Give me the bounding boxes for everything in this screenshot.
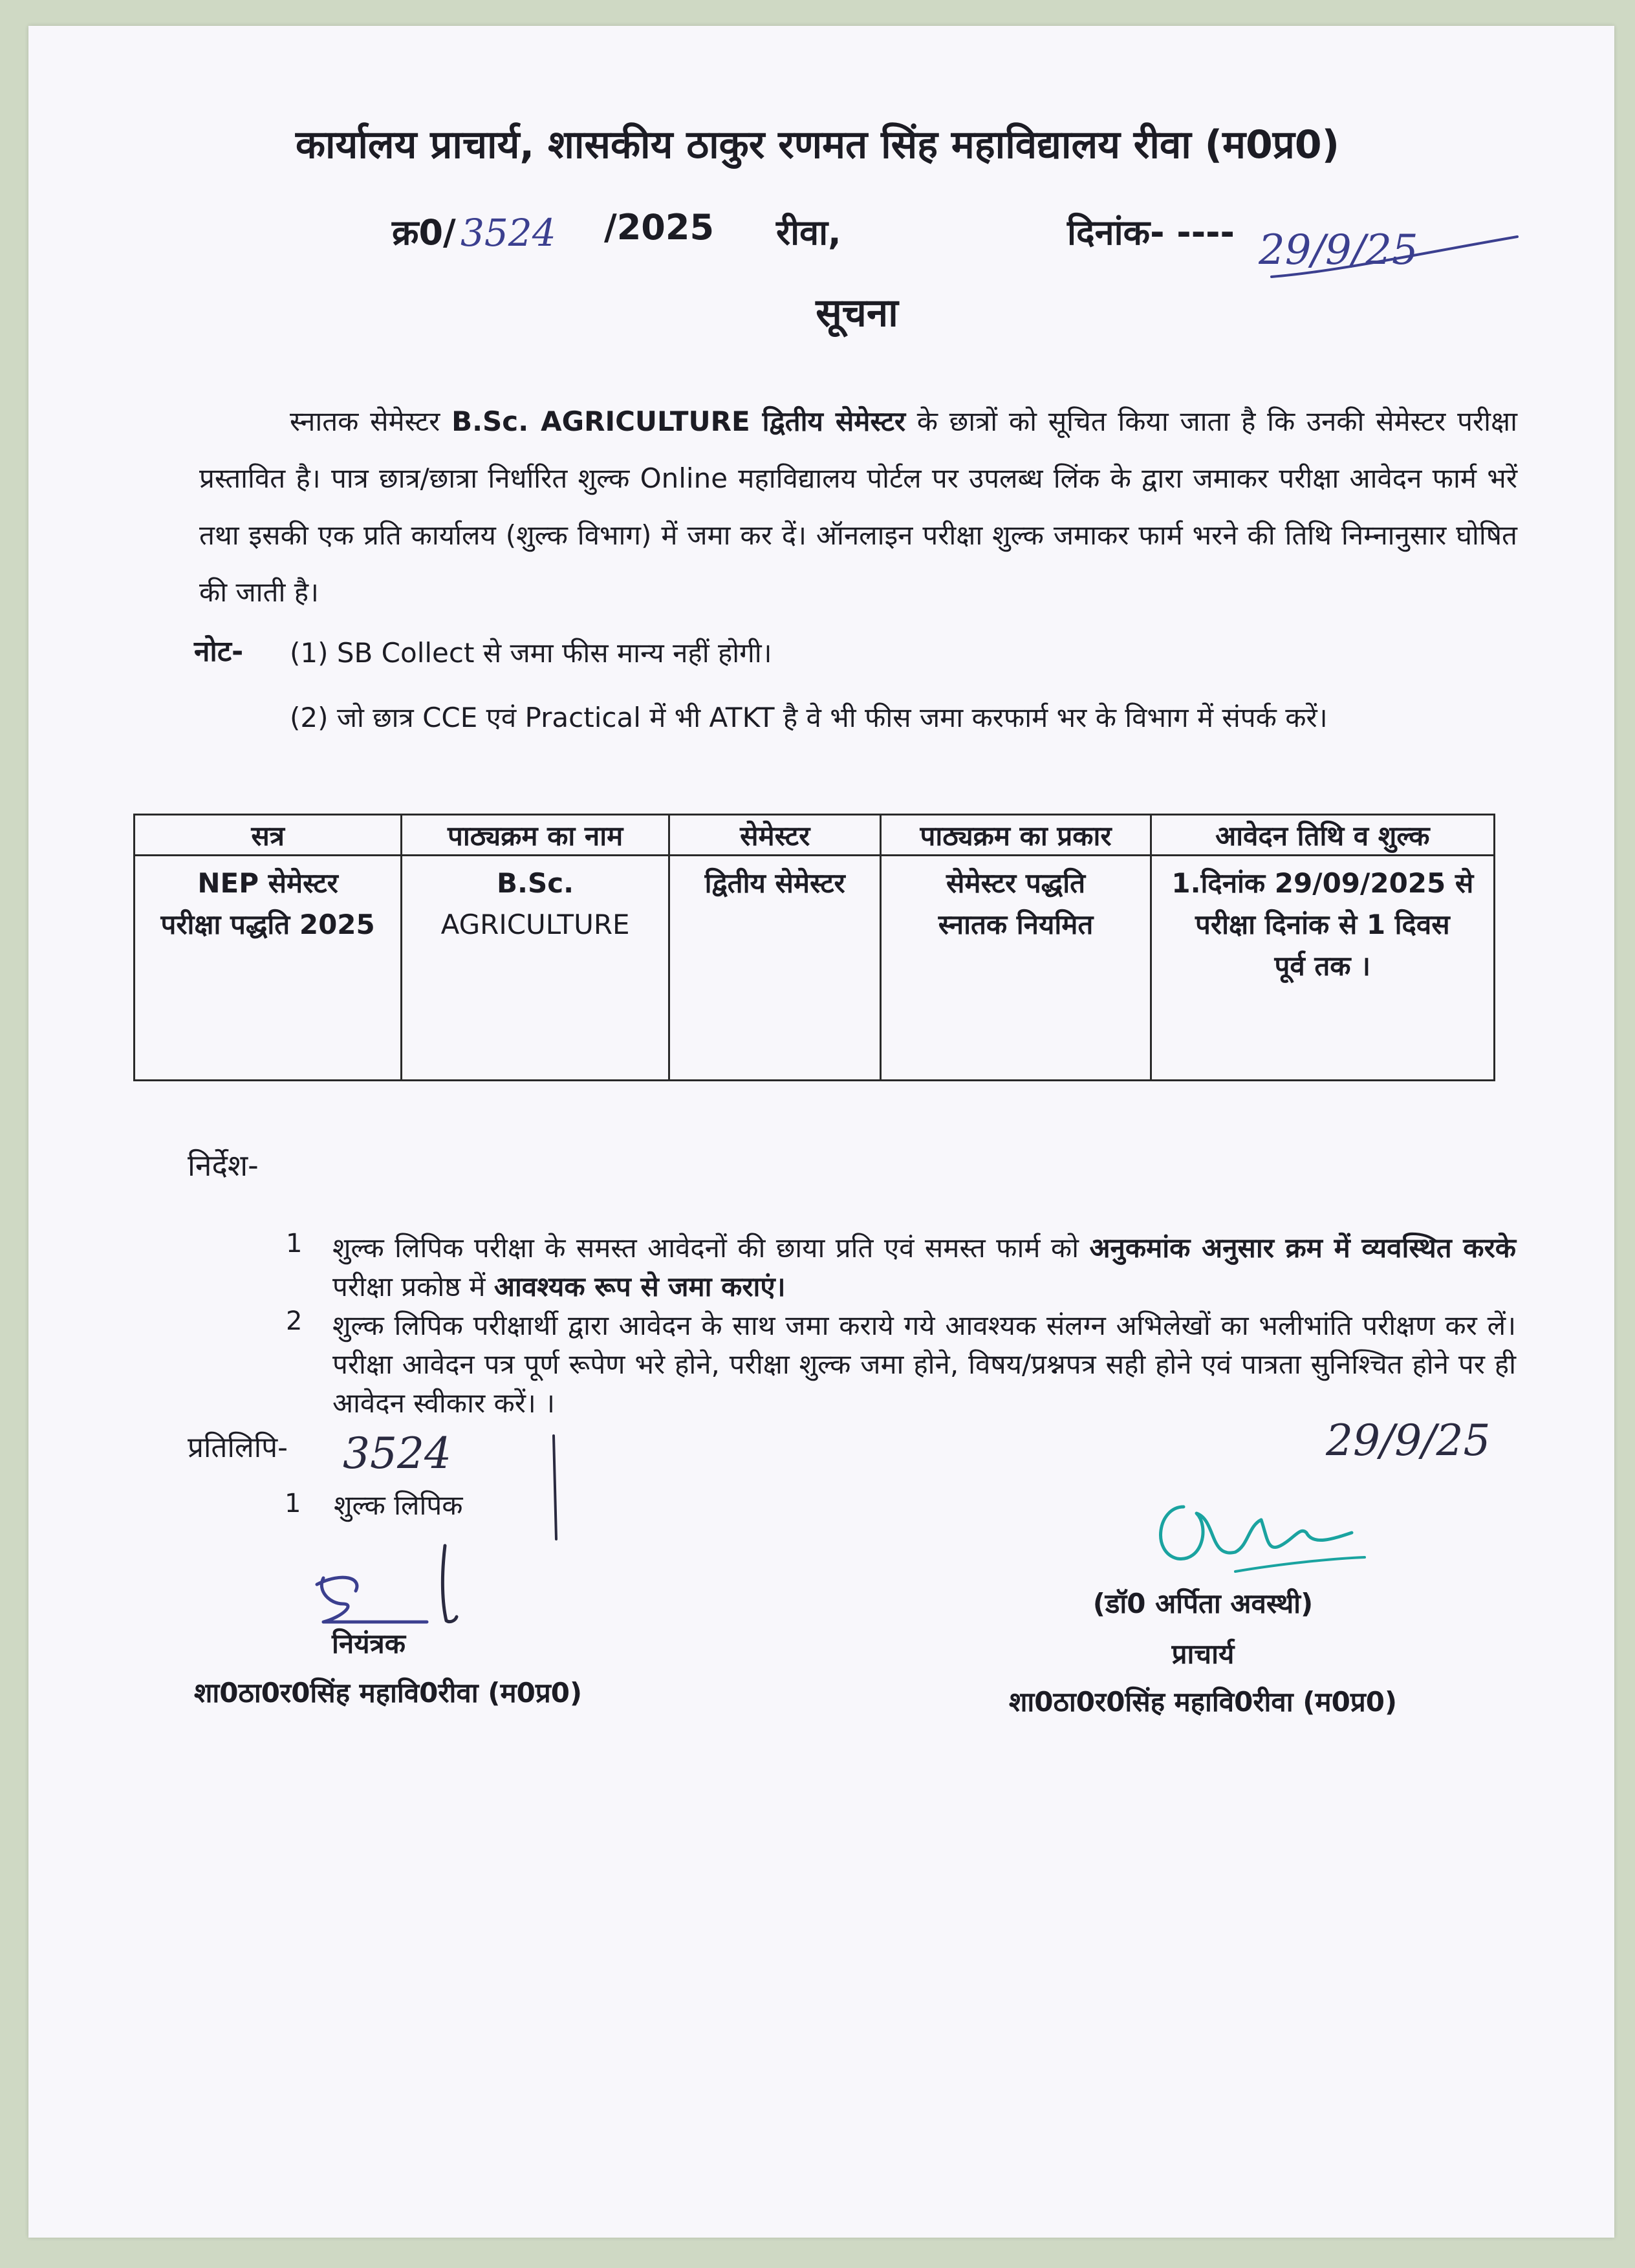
header-semester: सेमेस्टर [669, 815, 880, 856]
cell-course: B.Sc. AGRICULTURE [402, 856, 669, 1081]
note-label: नोट- [194, 635, 244, 668]
header-session: सत्र [135, 815, 402, 856]
document-page [28, 26, 1614, 2238]
cell-dates: 1.दिनांक 29/09/2025 से परीक्षा दिनांक से 1 दिवस पूर्व तक । [1151, 856, 1494, 1081]
principal-designation: प्राचार्य [1171, 1638, 1235, 1670]
ref-year: /2025 [604, 207, 715, 248]
direction-1-text: शुल्क लिपिक परीक्षा के समस्त आवेदनों की छाया प्रति एवं समस्त फार्म को अनुकमांक अनुसार क्रम में व्यवस्थित करके परीक्षा प्रकोष्ठ में आवश्यक रूप से जमा कराएं। [332, 1232, 1517, 1302]
header-course-name: पाठ्यक्रम का नाम [402, 815, 669, 856]
direction-1-number: 1 [286, 1229, 303, 1258]
table-header-row [135, 815, 1495, 856]
cell-session: NEP सेमेस्टर परीक्षा पद्धति 2025 [135, 856, 402, 1081]
place: रीवा, [776, 212, 841, 253]
header-course-type: पाठ्यक्रम का प्रकार [881, 815, 1151, 856]
controller-designation: नियंत्रक [332, 1628, 406, 1659]
direction-2-number: 2 [286, 1306, 303, 1336]
para-intro: स्नातक सेमेस्टर [290, 405, 452, 437]
principal-name: (डॉ0 अर्पिता अवस्थी) [1092, 1588, 1314, 1619]
table-row [135, 856, 1495, 1081]
svg-text:3524: 3524 [460, 211, 556, 255]
svg-text:29/9/25: 29/9/25 [1259, 226, 1418, 274]
note-item-1: (1) SB Collect से जमा फीस मान्य नहीं होगी। [290, 637, 772, 669]
office-title: कार्यालय प्राचार्य, शासकीय ठाकुर रणमत सिंह महाविद्यालय रीवा (म0प्र0) [295, 122, 1340, 167]
para-course-bold: B.Sc. AGRICULTURE द्वितीय सेमेस्टर [451, 405, 906, 437]
direction-2-text: शुल्क लिपिक परीक्षार्थी द्वारा आवेदन के साथ जमा कराये गये आवश्यक संलग्न अभिलेखों का भलीभांति परीक्षण कर लें। परीक्षा आवेदन पत्र पूर्ण रूपेण भरे होने, परीक्षा शुल्क जमा होने, विषय/प्रश्नपत्र सही होने एवं पात्रता सुनिश्चित होने पर ही आवेदन स्वीकार करें। । [332, 1310, 1516, 1419]
notice-paragraph [199, 393, 1517, 621]
handwritten-ref-number [457, 206, 611, 257]
date-label: दिनांक- ---- [1067, 212, 1235, 253]
para-rest: के छात्रों को सूचित किया जाता है कि उनकी सेमेस्टर परीक्षा प्रस्तावित है। पात्र छात्र/छात्रा निर्धारित शुल्क Online महाविद्यालय पोर्टल पर उपलब्ध लिंक के द्वारा जमाकर परीक्षा आवेदन फार्म भरें तथा इसकी एक प्रति कार्यालय (शुल्क विभाग) में जमा कर दें। ऑनलाइन परीक्षा शुल्क जमाकर फार्म भरने की तिथि निम्नानुसार घोषित की जाती है। [199, 405, 1517, 608]
cell-course-type: सेमेस्टर पद्धति स्नातक नियमित [881, 856, 1151, 1081]
handwritten-copy-number [336, 1416, 582, 1546]
principal-signature [1138, 1481, 1384, 1584]
svg-text:29/9/25: 29/9/25 [1326, 1416, 1491, 1465]
copy-label: प्रतिलिपि- [188, 1431, 288, 1464]
header-application-date-fee: आवेदन तिथि व शुल्क [1151, 815, 1494, 856]
principal-institution: शा0ठा0र0सिंह महावि0रीवा (म0प्र0) [1008, 1686, 1398, 1718]
cell-semester: द्वितीय सेमेस्टर [669, 856, 880, 1081]
schedule-table [133, 814, 1495, 1081]
svg-text:3524: 3524 [343, 1429, 451, 1478]
controller-institution: शा0ठा0र0सिंह महावि0रीवा (म0प्र0) [193, 1677, 583, 1709]
handwritten-date [1259, 213, 1530, 291]
notice-heading: सूचना [816, 290, 898, 336]
note-item-2: (2) जो छात्र CCE एवं Practical में भी ATKT है वे भी फीस जमा करफार्म भर के विभाग में संपर्क करें। [290, 702, 1328, 733]
directions-label: निर्देश- [188, 1148, 259, 1183]
principal-handwritten-date [1319, 1403, 1533, 1474]
copy-item-text: शुल्क लिपिक [334, 1489, 463, 1521]
ref-prefix: क्र0/ [392, 212, 456, 253]
copy-item-number: 1 [285, 1489, 301, 1518]
